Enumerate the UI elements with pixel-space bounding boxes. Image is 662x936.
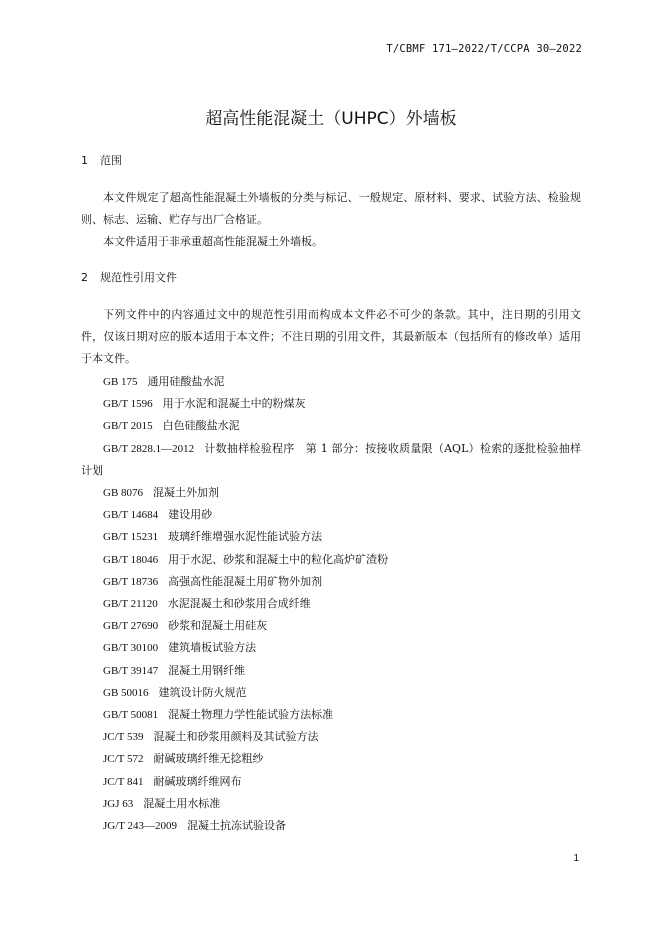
reference-item (81, 504, 581, 526)
reference-item (81, 549, 581, 571)
reference-item (81, 771, 581, 793)
reference-item (81, 526, 581, 548)
reference-list (81, 371, 581, 837)
reference-item (81, 415, 581, 437)
section-title: 规范性引用文件 (100, 271, 177, 284)
reference-code: GB/T 2828.1—2012 (103, 442, 195, 455)
reference-code: GB/T 14684 (103, 509, 159, 522)
reference-item (81, 815, 581, 837)
reference-code: GB/T 18736 (103, 575, 159, 588)
scope-paragraph-2: 本文件适用于非承重超高性能混凝土外墙板。 (103, 235, 323, 248)
reference-item (81, 726, 581, 748)
reference-item (81, 571, 581, 593)
section-heading-scope (81, 152, 122, 168)
reference-item (81, 748, 581, 770)
reference-name: 砂浆和混凝土用硅灰 (168, 619, 268, 633)
reference-item (81, 593, 581, 615)
page-number: 1 (573, 853, 579, 864)
reference-name: 高强高性能混凝土用矿物外加剂 (168, 574, 323, 588)
document-number-header: T/CBMF 171—2022/T/CCPA 30—2022 (386, 43, 582, 55)
reference-name: 白色硅酸盐水泥 (162, 419, 240, 433)
reference-name: 混凝土外加剂 (153, 486, 220, 500)
reference-code: JC/T 539 (103, 731, 144, 744)
reference-item (81, 438, 581, 482)
reference-name: 水泥混凝土和砂浆用合成纤维 (167, 597, 311, 611)
reference-item (81, 482, 581, 504)
reference-name: 用于水泥和混凝土中的粉煤灰 (162, 397, 306, 411)
reference-name: 混凝土用钢纤维 (168, 663, 246, 677)
reference-item (81, 793, 581, 815)
reference-name: 通用硅酸盐水泥 (147, 375, 225, 388)
reference-code: GB/T 18046 (103, 553, 159, 566)
reference-item (81, 704, 581, 726)
reference-name: 用于水泥、砂浆和混凝土中的粒化高炉矿渣粉 (168, 552, 389, 566)
reference-code: JG/T 243—2009 (103, 820, 178, 833)
reference-name: 混凝土物理力学性能试验方法标准 (168, 708, 334, 722)
reference-code: JC/T 572 (103, 753, 144, 766)
reference-code: JGJ 63 (103, 797, 134, 810)
reference-name: 计数抽样检验程序 第 1 部分：按接收质量限（AQL）检索的逐批检验抽样计划 (81, 441, 581, 477)
references-intro-paragraph: 下列文件中的内容通过文中的规范性引用而构成本文件必不可少的条款。其中，注日期的引用文件，仅该日期对应的版本适用于本文件；不注日期的引用文件，其最新版本（包括所有的修改单）适用于本文件。 (81, 308, 581, 365)
reference-code: GB/T 30100 (103, 642, 159, 655)
reference-code: GB/T 21120 (103, 598, 158, 611)
reference-code: GB/T 1596 (103, 398, 153, 411)
reference-code: GB/T 27690 (103, 620, 159, 633)
reference-name: 混凝土和砂浆用颜料及其试验方法 (153, 730, 319, 744)
reference-item (81, 682, 581, 704)
reference-name: 耐碱玻璃纤维无捻粗纱 (153, 752, 264, 766)
section-number: 2 (81, 271, 88, 284)
reference-code: GB/T 2015 (103, 420, 153, 433)
scope-paragraph-1: 本文件规定了超高性能混凝土外墙板的分类与标记、一般规定、原材料、要求、试验方法、检验规则、标志、运输、贮存与出厂合格证。 (81, 191, 581, 226)
reference-code: GB 50016 (103, 686, 149, 699)
reference-name: 建设用砂 (168, 508, 213, 522)
section-heading-normative-references (81, 269, 177, 285)
reference-code: GB 175 (103, 376, 138, 388)
reference-item (81, 371, 581, 393)
reference-code: GB/T 39147 (103, 664, 159, 677)
reference-name: 耐碱玻璃纤维网布 (153, 774, 242, 788)
reference-code: JC/T 841 (103, 775, 144, 788)
reference-item (81, 615, 581, 637)
reference-code: GB/T 15231 (103, 531, 159, 544)
reference-name: 混凝土抗冻试验设备 (187, 819, 287, 833)
reference-item (81, 393, 581, 415)
reference-name: 混凝土用水标准 (143, 796, 221, 810)
reference-name: 玻璃纤维增强水泥性能试验方法 (168, 530, 323, 544)
reference-code: GB/T 50081 (103, 709, 159, 722)
document-title: 超高性能混凝土（UHPC）外墙板 (205, 109, 457, 129)
reference-item (81, 660, 581, 682)
reference-code: GB 8076 (103, 487, 144, 500)
reference-name: 建筑墙板试验方法 (168, 641, 257, 655)
reference-item (81, 637, 581, 659)
section-title: 范围 (100, 154, 122, 167)
reference-name: 建筑设计防火规范 (158, 685, 247, 699)
section-number: 1 (81, 154, 88, 167)
